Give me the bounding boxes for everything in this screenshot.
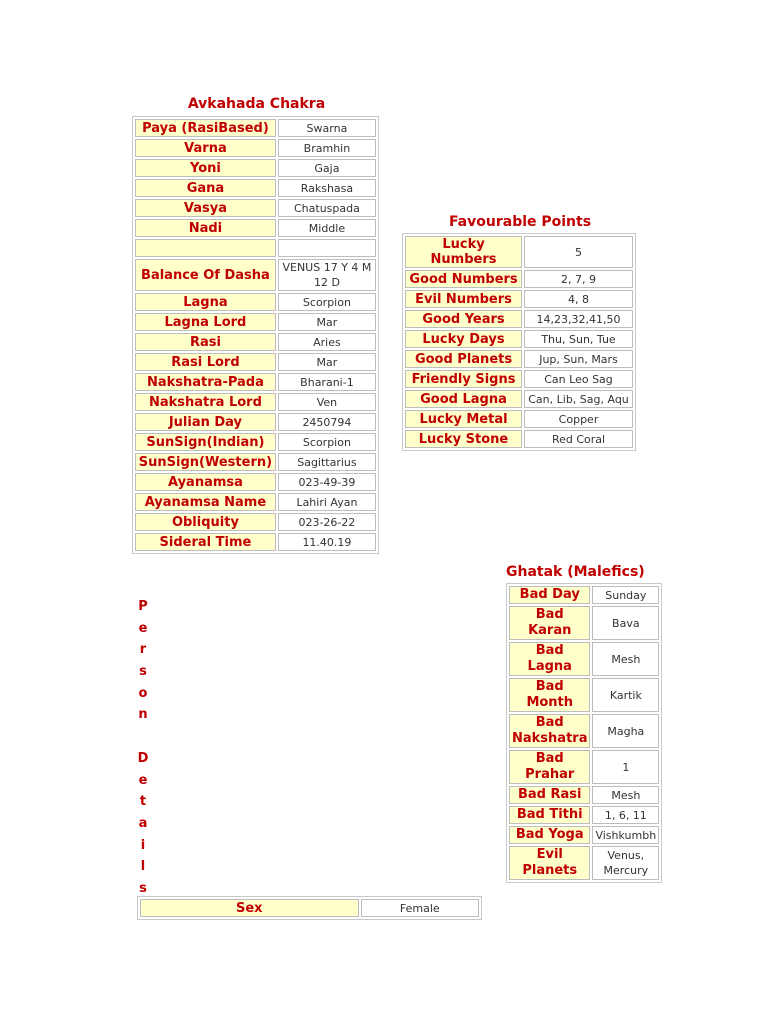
avkahada-label: Rasi (135, 333, 276, 351)
ghatak-value: Venus, Mercury (592, 846, 659, 880)
ghatak-value: Kartik (592, 678, 659, 712)
avkahada-value: Swarna (278, 119, 376, 137)
ghatak-value: 1 (592, 750, 659, 784)
avkahada-label: Lagna Lord (135, 313, 276, 331)
avkahada-row (135, 259, 376, 291)
ghatak-row (509, 642, 659, 676)
avkahada-row (135, 493, 376, 511)
avkahada-label: Balance Of Dasha (135, 259, 276, 291)
favourable-label: Good Planets (405, 350, 522, 368)
favourable-label: Lucky Numbers (405, 236, 522, 268)
avkahada-row (135, 333, 376, 351)
ghatak-value: Bava (592, 606, 659, 640)
avkahada-row (135, 313, 376, 331)
favourable-title: Favourable Points (448, 214, 592, 230)
avkahada-value (278, 239, 376, 257)
avkahada-value: Middle (278, 219, 376, 237)
avkahada-value: Ven (278, 393, 376, 411)
ghatak-row (509, 846, 659, 880)
avkahada-value: Mar (278, 313, 376, 331)
ghatak-label: Bad Prahar (509, 750, 590, 784)
avkahada-label: Gana (135, 179, 276, 197)
ghatak-row (509, 786, 659, 804)
ghatak-value: Magha (592, 714, 659, 748)
avkahada-label: Nadi (135, 219, 276, 237)
avkahada-row (135, 513, 376, 531)
avkahada-row (135, 413, 376, 431)
favourable-label: Good Numbers (405, 270, 522, 288)
favourable-label: Evil Numbers (405, 290, 522, 308)
avkahada-value: Aries (278, 333, 376, 351)
ghatak-value: Mesh (592, 786, 659, 804)
avkahada-row (135, 533, 376, 551)
avkahada-table (132, 116, 379, 554)
avkahada-value: 023-49-39 (278, 473, 376, 491)
favourable-label: Lucky Stone (405, 430, 522, 448)
avkahada-label: Nakshatra-Pada (135, 373, 276, 391)
avkahada-label: Yoni (135, 159, 276, 177)
favourable-value: Copper (524, 410, 633, 428)
ghatak-label: Evil Planets (509, 846, 590, 880)
avkahada-value: Chatuspada (278, 199, 376, 217)
avkahada-value: Scorpion (278, 293, 376, 311)
avkahada-row (135, 159, 376, 177)
favourable-row (405, 430, 633, 448)
avkahada-row (135, 473, 376, 491)
avkahada-value: Bharani-1 (278, 373, 376, 391)
favourable-value: 2, 7, 9 (524, 270, 633, 288)
avkahada-value: Rakshasa (278, 179, 376, 197)
avkahada-row (135, 293, 376, 311)
favourable-row (405, 330, 633, 348)
ghatak-label: Bad Day (509, 586, 590, 604)
ghatak-value: Vishkumbh (592, 826, 659, 844)
person-details-table (137, 896, 482, 920)
avkahada-label: Ayanamsa (135, 473, 276, 491)
favourable-value: 5 (524, 236, 633, 268)
favourable-row (405, 310, 633, 328)
ghatak-row (509, 714, 659, 748)
ghatak-label: Bad Month (509, 678, 590, 712)
ghatak-label: Bad Karan (509, 606, 590, 640)
avkahada-title: Avkahada Chakra (187, 96, 326, 112)
avkahada-label: Rasi Lord (135, 353, 276, 371)
avkahada-label (135, 239, 276, 257)
avkahada-row (135, 219, 376, 237)
avkahada-label: Lagna (135, 293, 276, 311)
ghatak-row (509, 826, 659, 844)
avkahada-row (135, 239, 376, 257)
favourable-label: Good Lagna (405, 390, 522, 408)
favourable-value: Red Coral (524, 430, 633, 448)
avkahada-row (135, 373, 376, 391)
ghatak-label: Bad Yoga (509, 826, 590, 844)
avkahada-row (135, 139, 376, 157)
avkahada-value: 023-26-22 (278, 513, 376, 531)
ghatak-label: Bad Lagna (509, 642, 590, 676)
avkahada-label: Nakshatra Lord (135, 393, 276, 411)
avkahada-label: Vasya (135, 199, 276, 217)
avkahada-label: Ayanamsa Name (135, 493, 276, 511)
ghatak-label: Bad Rasi (509, 786, 590, 804)
ghatak-value: 1, 6, 11 (592, 806, 659, 824)
avkahada-label: SunSign(Indian) (135, 433, 276, 451)
avkahada-value: Mar (278, 353, 376, 371)
avkahada-label: Obliquity (135, 513, 276, 531)
avkahada-value: 11.40.19 (278, 533, 376, 551)
favourable-value: Thu, Sun, Tue (524, 330, 633, 348)
sex-value: Female (361, 899, 479, 917)
ghatak-row (509, 806, 659, 824)
avkahada-row (135, 179, 376, 197)
favourable-row (405, 290, 633, 308)
avkahada-value: 2450794 (278, 413, 376, 431)
ghatak-row (509, 750, 659, 784)
ghatak-table (506, 583, 662, 883)
avkahada-row (135, 119, 376, 137)
avkahada-row (135, 433, 376, 451)
favourable-row (405, 390, 633, 408)
favourable-value: Can Leo Sag (524, 370, 633, 388)
avkahada-label: Paya (RasiBased) (135, 119, 276, 137)
favourable-row (405, 236, 633, 268)
ghatak-title: Ghatak (Malefics) (506, 564, 645, 580)
ghatak-row (509, 586, 659, 604)
avkahada-value: Sagittarius (278, 453, 376, 471)
avkahada-value: Scorpion (278, 433, 376, 451)
avkahada-value: Bramhin (278, 139, 376, 157)
avkahada-value: Lahiri Ayan (278, 493, 376, 511)
avkahada-row (135, 199, 376, 217)
table-row (140, 899, 479, 917)
favourable-row (405, 370, 633, 388)
favourable-row (405, 350, 633, 368)
ghatak-label: Bad Nakshatra (509, 714, 590, 748)
ghatak-value: Sunday (592, 586, 659, 604)
avkahada-row (135, 353, 376, 371)
avkahada-label: Julian Day (135, 413, 276, 431)
favourable-value: Can, Lib, Sag, Aqu (524, 390, 633, 408)
favourable-table (402, 233, 636, 451)
favourable-label: Friendly Signs (405, 370, 522, 388)
avkahada-label: Varna (135, 139, 276, 157)
avkahada-row (135, 393, 376, 411)
ghatak-label: Bad Tithi (509, 806, 590, 824)
avkahada-value: VENUS 17 Y 4 M 12 D (278, 259, 376, 291)
favourable-label: Good Years (405, 310, 522, 328)
favourable-value: 14,23,32,41,50 (524, 310, 633, 328)
avkahada-label: Sideral Time (135, 533, 276, 551)
favourable-row (405, 410, 633, 428)
ghatak-value: Mesh (592, 642, 659, 676)
favourable-value: Jup, Sun, Mars (524, 350, 633, 368)
person-details-heading: P e r s o n D e t a i l s (137, 599, 149, 896)
favourable-value: 4, 8 (524, 290, 633, 308)
sex-label: Sex (140, 899, 359, 917)
ghatak-row (509, 606, 659, 640)
favourable-label: Lucky Days (405, 330, 522, 348)
avkahada-row (135, 453, 376, 471)
favourable-row (405, 270, 633, 288)
avkahada-value: Gaja (278, 159, 376, 177)
favourable-label: Lucky Metal (405, 410, 522, 428)
avkahada-label: SunSign(Western) (135, 453, 276, 471)
ghatak-row (509, 678, 659, 712)
